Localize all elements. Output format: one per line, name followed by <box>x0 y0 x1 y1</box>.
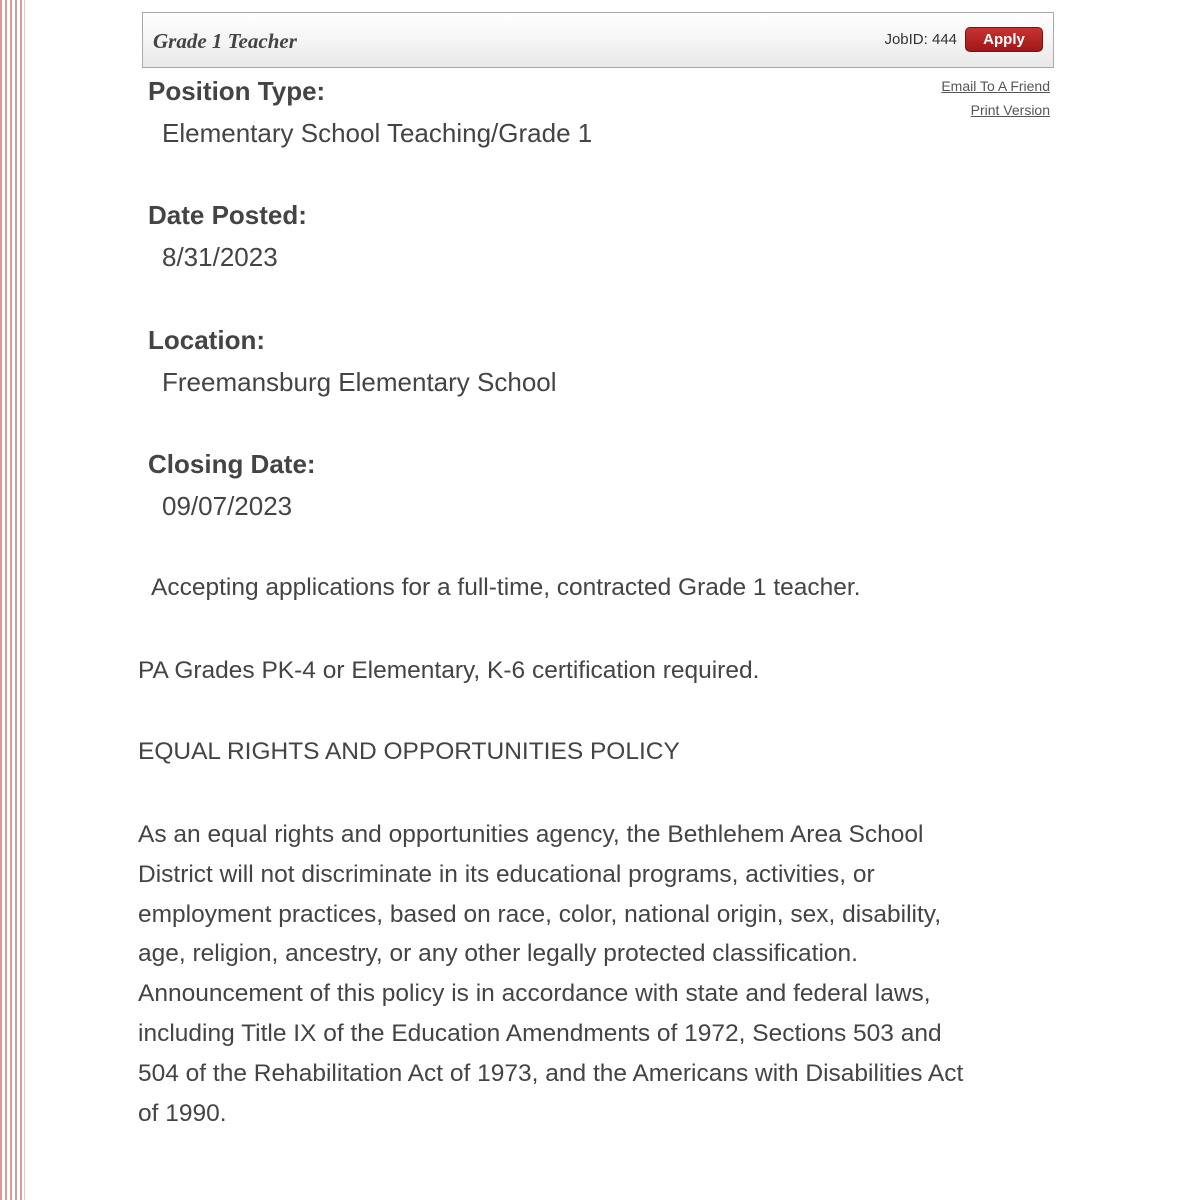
policy-line: including Title IX of the Education Amendments of 1972, Sections 503 and <box>138 1019 942 1047</box>
apply-button[interactable]: Apply <box>965 27 1043 52</box>
closing-date-value: 09/07/2023 <box>162 491 293 521</box>
date-posted-value: 8/31/2023 <box>162 242 278 272</box>
left-border-stripes <box>0 0 24 1200</box>
policy-line: As an equal rights and opportunities agency, the Bethlehem Area School <box>138 821 924 848</box>
certification-text: PA Grades PK-4 or Elementary, K-6 certification required. <box>138 657 760 684</box>
closing-date-label: Closing Date: <box>148 449 316 479</box>
job-title: Grade 1 Teacher <box>153 29 297 53</box>
policy-line: Announcement of this policy is in accordance with state and federal laws, <box>138 980 931 1008</box>
location-label: Location: <box>148 325 265 355</box>
print-version-link[interactable]: Print Version <box>970 102 1050 118</box>
location-value: Freemansburg Elementary School <box>162 367 557 397</box>
job-intro-text: Accepting applications for a full-time, contracted Grade 1 teacher. <box>151 574 861 601</box>
position-type-label: Position Type: <box>148 76 326 106</box>
date-posted-label: Date Posted: <box>148 200 307 230</box>
policy-line: age, religion, ancestry, or any other legally protected classification. <box>138 940 858 968</box>
position-type-value: Elementary School Teaching/Grade 1 <box>162 118 593 148</box>
job-header-bar <box>142 12 1054 68</box>
policy-line: 504 of the Rehabilitation Act of 1973, and the Americans with Disabilities Act <box>138 1059 964 1087</box>
policy-heading: EQUAL RIGHTS AND OPPORTUNITIES POLICY <box>138 738 680 765</box>
policy-line: District will not discriminate in its educational programs, activities, or <box>138 860 875 888</box>
job-id: JobID: 444 <box>884 31 957 48</box>
side-links <box>941 74 1050 122</box>
policy-paragraph <box>138 815 1053 1133</box>
policy-line: employment practices, based on race, color, national origin, sex, disability, <box>138 900 942 928</box>
email-to-friend-link[interactable]: Email To A Friend <box>941 78 1050 94</box>
policy-line: of 1990. <box>138 1099 227 1127</box>
